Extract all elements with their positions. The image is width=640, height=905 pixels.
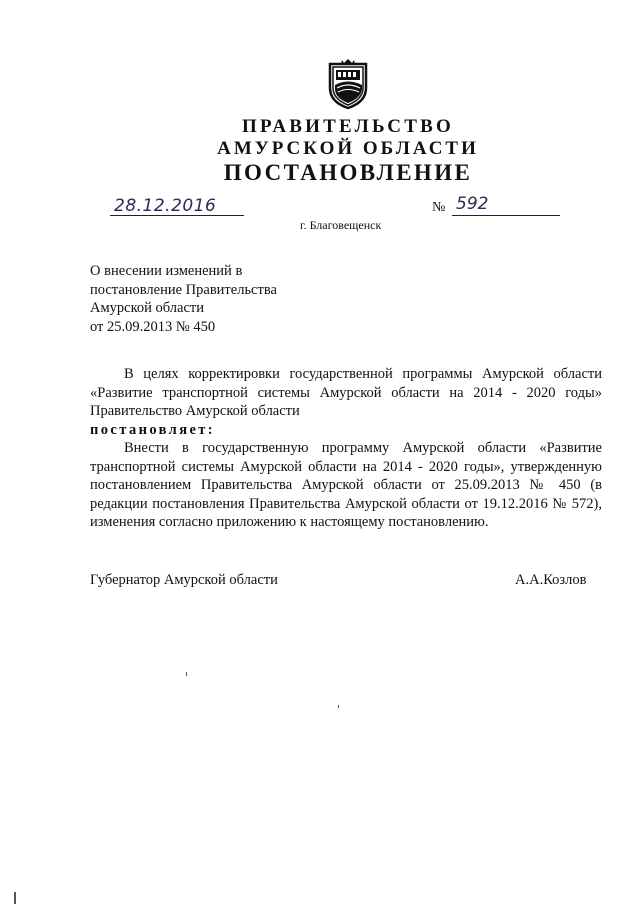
subject-line: от 25.09.2013 № 450 (90, 318, 216, 335)
subject-line: постановление Правительства (90, 281, 277, 298)
scan-artifact (338, 705, 339, 708)
main-paragraph: Внести в государственную программу Амурской области «Развитие транспортной системы Амурской области на 2014 - 2020 годы», утвержденную постановлением Правительства Амурской области от 25.09.2013 № 450 (в редакции постановления Правительства Амурской области от 19.12.2016 № 572), изменения согласно приложению к настоящему постановлению. (90, 440, 602, 530)
signatory-title: Губернатор Амурской области (90, 572, 278, 588)
region-title: АМУРСКОЙ ОБЛАСТИ (217, 138, 479, 159)
decree-word: постановляет: (90, 421, 216, 438)
government-title: ПРАВИТЕЛЬСТВО (242, 116, 454, 137)
scan-artifact (186, 672, 187, 676)
signatory-name: А.А.Козлов (515, 572, 587, 588)
document-type-title: ПОСТАНОВЛЕНИЕ (223, 160, 473, 185)
subject-block (90, 262, 310, 336)
coat-of-arms-icon (326, 58, 370, 110)
subject-line: О внесении изменений в (90, 263, 243, 279)
date-underline (110, 215, 244, 216)
scan-artifact (14, 892, 16, 904)
number-sign: № (432, 200, 446, 215)
preamble-paragraph: В целях корректировки государственной программы Амурской области «Развитие транспортной системы Амурской области на 2014 - 2020 годы» Правительство Амурской области (90, 366, 602, 419)
number-underline (452, 215, 560, 216)
body-text (90, 365, 602, 532)
city-label: г. Благовещенск (300, 218, 382, 232)
date-handwritten: 28.12.2016 (114, 196, 217, 216)
number-handwritten: 592 (456, 194, 489, 214)
subject-line: Амурской области (90, 300, 204, 316)
